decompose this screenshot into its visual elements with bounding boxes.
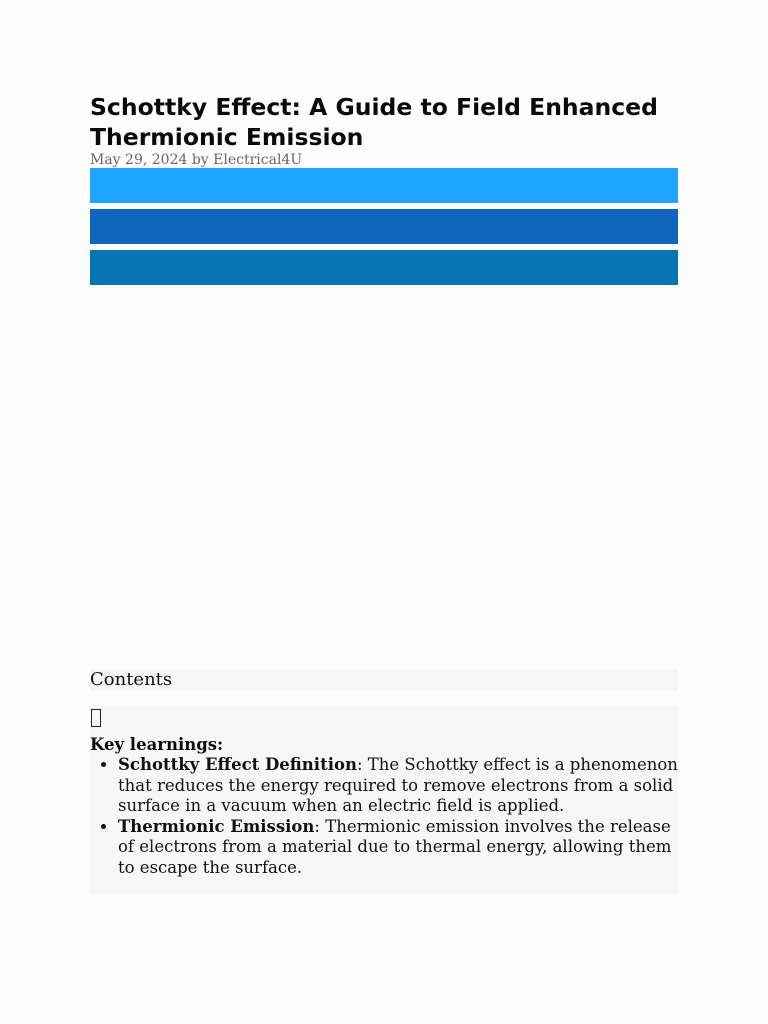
share-button-2[interactable] [90,209,678,244]
key-learnings-box [90,705,678,895]
list-item [118,755,678,817]
share-button-3[interactable] [90,250,678,285]
article-meta: May 29, 2024 by Electrical4U [90,152,303,168]
list-item-term: Thermionic Emission [118,816,315,836]
contents-header[interactable]: Contents [90,669,678,691]
article [90,92,678,895]
key-learnings-heading: Key learnings: [90,735,224,754]
list-item-text: : The Schottky effect is a phenomenon that reduces the energy required to remove electrons from a solid surface in a vacuum when an electric field is applied. [118,755,678,815]
list-toggle-icon[interactable] [91,709,101,727]
share-button-1[interactable] [90,168,678,203]
list-item-text: : Thermionic emission involves the release of electrons from a material due to thermal energy, allowing them to escape the surface. [118,816,672,877]
page-title: Schottky Effect: A Guide to Field Enhanced Thermionic Emission [90,93,658,151]
key-learnings-list [90,755,678,878]
ad-space [90,285,678,669]
list-item [118,817,678,879]
list-item-term: Schottky Effect Definition [118,755,357,774]
